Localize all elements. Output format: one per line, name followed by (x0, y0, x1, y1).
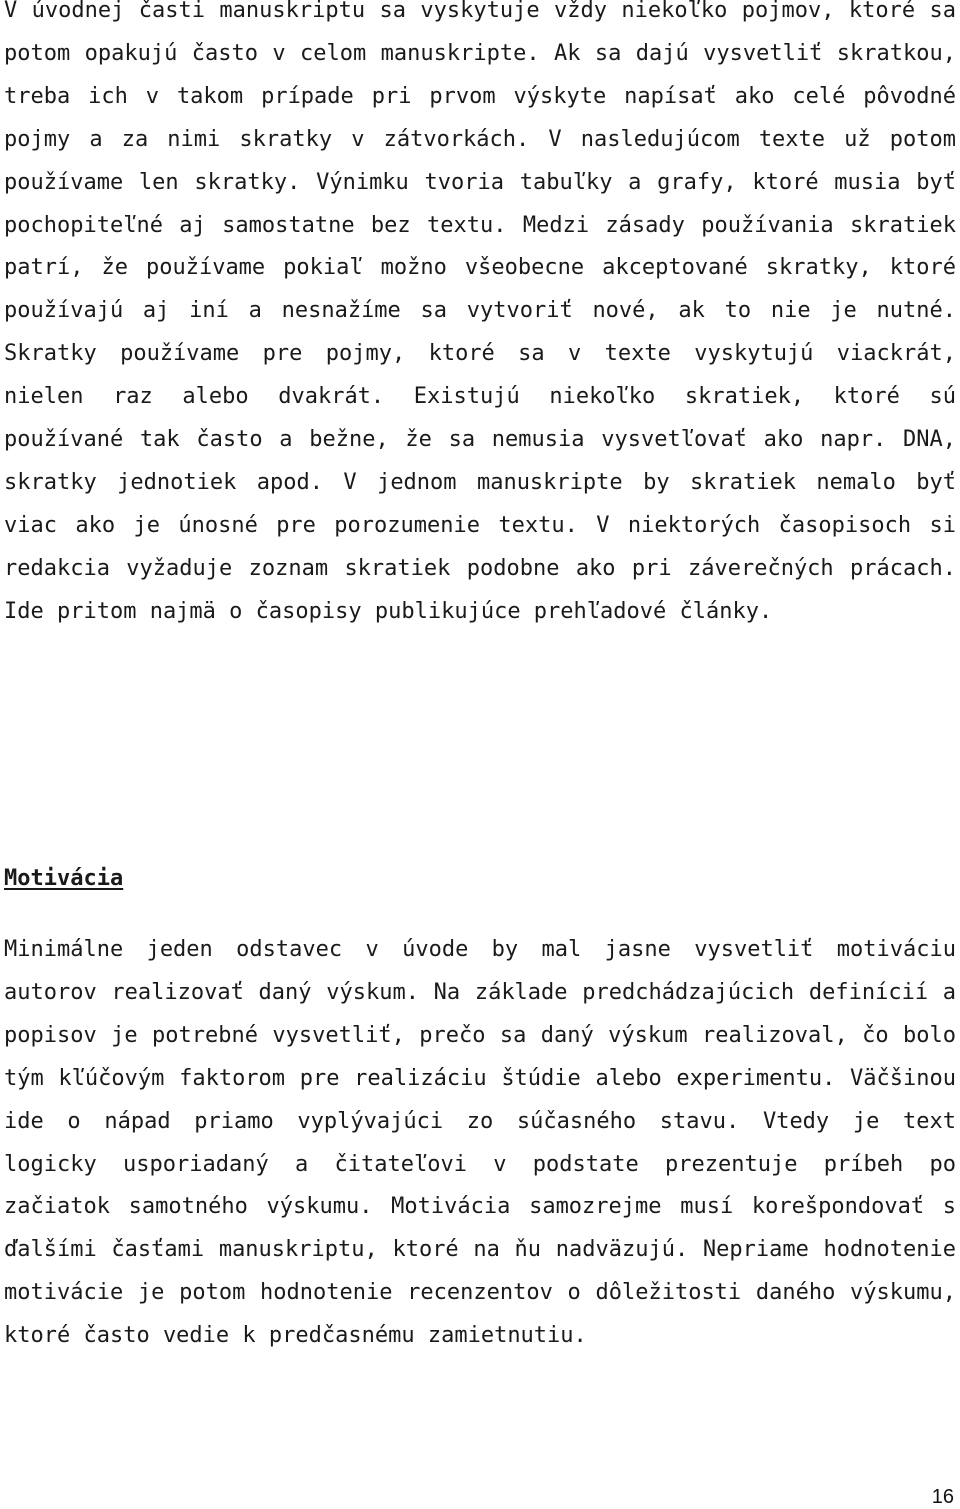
page-number: 16 (931, 1486, 954, 1508)
section-heading-motivation: Motivácia (4, 866, 124, 891)
body-paragraph-abbreviations: V úvodnej časti manuskriptu sa vyskytuje vždy niekoľko pojmov, ktoré sa potom opakujú často v celom manuskripte. Ak sa dajú vysvetliť skratkou, treba ich v takom prípade pri prvom výskyte napísať ako celé pôvodné pojmy a za nimi skratky v zátvorkách. V nasledujúcom texte už potom používame len skratky. Výnimku tvoria tabuľky a grafy, ktoré musia byť pochopiteľné aj samostatne bez textu. Medzi zásady používania skratiek patrí, že používame pokiaľ možno všeobecne akceptované skratky, ktoré používajú aj iní a nesnažíme sa vytvoriť nové, ak to nie je nutné. Skratky používame pre pojmy, ktoré sa v texte vyskytujú viackrát, nielen raz alebo dvakrát. Existujú niekoľko skratiek, ktoré sú používané tak často a bežne, že sa nemusia vysvetľovať ako napr. DNA, skratky jednotiek apod. V jednom manuskripte by skratiek nemalo byť viac ako je únosné pre porozumenie textu. V niektorých časopisoch si redakcia vyžaduje zoznam skratiek podobne ako pri záverečných prácach. Ide pritom najmä o časopisy publikujúce prehľadové články. (4, 0, 956, 624)
body-paragraph-motivation: Minimálne jeden odstavec v úvode by mal jasne vysvetliť motiváciu autorov realizovať daný výskum. Na základe predchádzajúcich definícií a popisov je potrebné vysvetliť, prečo sa daný výskum realizoval, čo bolo tým kľúčovým faktorom pre realizáciu štúdie alebo experimentu. Väčšinou ide o nápad priamo vyplývajúci zo súčasného stavu. Vtedy je text logicky usporiadaný a čitateľovi v podstate prezentuje príbeh po začiatok samotného výskumu. Motivácia samozrejme musí korešpondovať s ďalšími časťami manuskriptu, ktoré na ňu nadväzujú. Nepriame hodnotenie motivácie je potom hodnotenie recenzentov o dôležitosti daného výskumu, ktoré často vedie k predčasnému zamietnutiu. (4, 937, 956, 1349)
